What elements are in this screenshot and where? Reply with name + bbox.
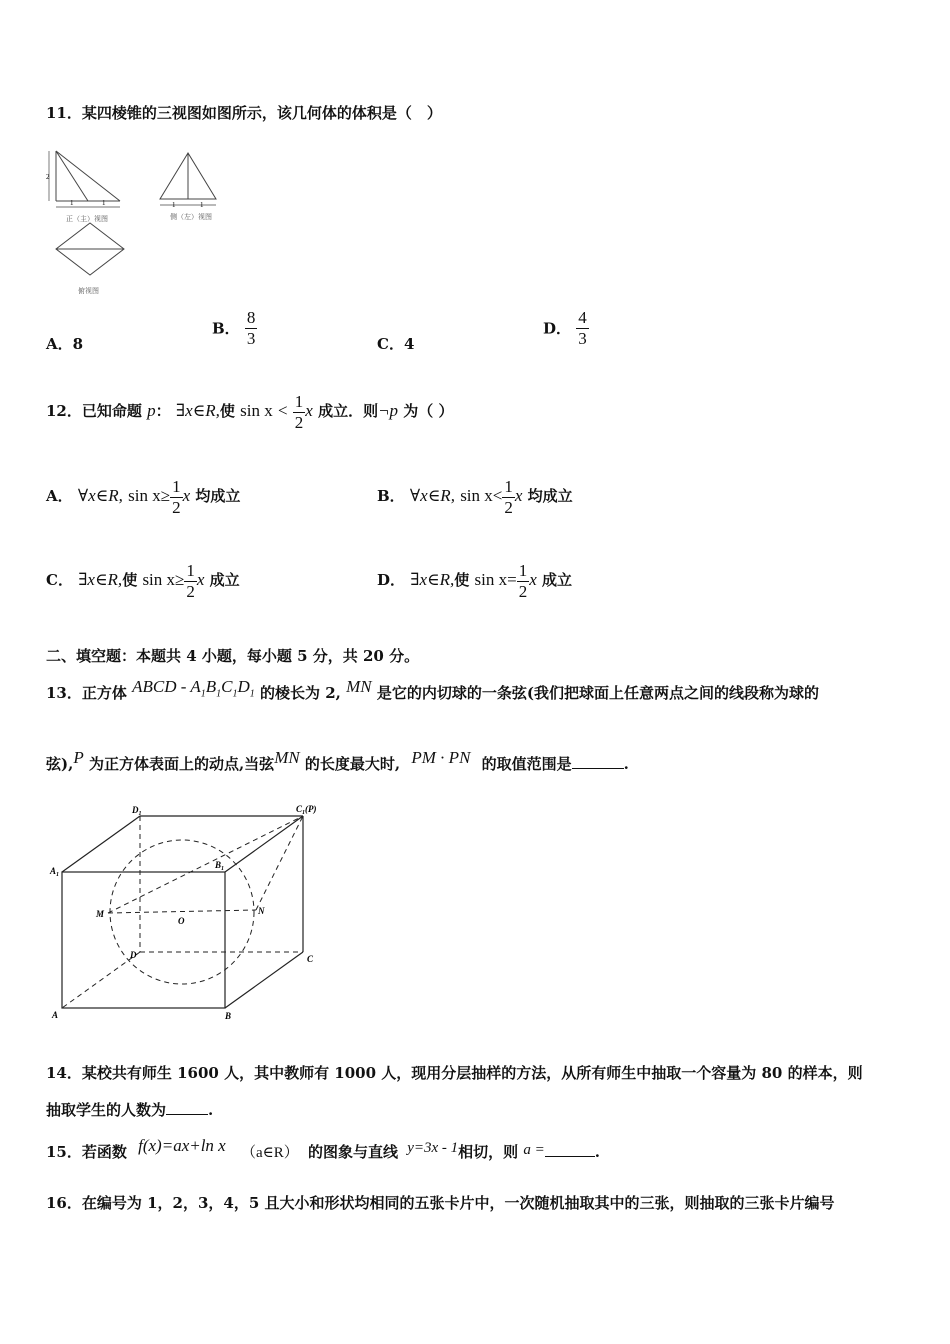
front-caption: 正（主）视图: [66, 215, 108, 223]
label-a: A: [52, 1010, 59, 1020]
front-view: [49, 151, 120, 207]
q16-line: 16．在编号为 1，2，3，4，5 且大小和形状均相同的五张卡片中，一次随机抽取其中的三张，则抽取的三张卡片编号: [46, 1194, 835, 1212]
q14-line2: 抽取学生的人数为 .: [46, 1101, 214, 1119]
q14-line1: 14．某校共有师生 1600 人，其中教师有 1000 人，现用分层抽样的方法，从所有师生中抽取一个容量为 80 的样本，则: [46, 1064, 863, 1082]
three-view-figure: [40, 145, 230, 300]
q11-option-b[interactable]: B． $\frac{8}{3}$: [212, 308, 256, 348]
q11-option-c[interactable]: C．4: [377, 335, 415, 353]
label-o: O: [178, 916, 185, 926]
q13-line1: 13．正方体 ABCD - $A_1B_1C_1D_1$ 的棱长为 2, MN 是它的内切球的一条弦(我们把球面上任意两点之间的线段称为球的: [46, 677, 819, 702]
q12-stem: 12．已知命题 p： ∃x∈R,使 sin x < $\frac{1}{2}$ x 成立．则¬p 为（ ）: [46, 392, 454, 432]
q11-option-d[interactable]: D． $\frac{4}{3}$: [543, 308, 587, 348]
top-caption: 俯视图: [78, 287, 99, 295]
label-n: N: [258, 906, 265, 916]
label-d1: $D_1$: [132, 805, 142, 817]
q12-option-a[interactable]: A． ∀x∈R, sin x≥ $\frac{1}{2}$ x 均成立: [46, 477, 241, 517]
label-b: B: [225, 1011, 232, 1021]
side-seg2-label: 1: [200, 201, 204, 209]
label-c: C: [307, 954, 314, 964]
cube-sphere-figure: [44, 798, 334, 1028]
q15-line: 15．若函数 f(x)=ax+ln x （a∈R） 的图象与直线 y=3x - 1相切，则 a = .: [46, 1136, 601, 1161]
label-b1: $B_1$: [215, 860, 225, 872]
label-c1p: $C_1(P)$: [296, 804, 317, 816]
label-d: D: [130, 950, 137, 960]
front-seg1-label: 1: [70, 199, 74, 207]
q11-option-a[interactable]: A．8: [46, 335, 84, 353]
q12-option-d[interactable]: D． ∃x∈R,使 sin x= $\frac{1}{2}$ x 成立: [377, 561, 572, 601]
q13-line2: 弦),P 为正方体表面上的动点,当弦MN 的长度最大时, PM · PN 的取值范围是 .: [46, 748, 629, 773]
label-a1: $A_1$: [50, 866, 60, 878]
q13-answer-blank[interactable]: [572, 754, 624, 769]
side-view: [160, 153, 216, 205]
q15-answer-blank[interactable]: [545, 1142, 595, 1157]
side-seg1-label: 1: [172, 201, 176, 209]
section-2-title: 二、填空题：本题共 4 小题，每小题 5 分，共 20 分。: [46, 647, 420, 665]
side-caption: 侧（左）视图: [170, 213, 212, 221]
front-height-label: 2: [46, 173, 50, 181]
top-view: [56, 223, 124, 275]
q11-stem: 11．某四棱锥的三视图如图所示，该几何体的体积是（ ）: [46, 104, 442, 122]
q12-option-b[interactable]: B． ∀x∈R, sin x< $\frac{1}{2}$ x 均成立: [377, 477, 573, 517]
q12-option-c[interactable]: C． ∃x∈R,使 sin x≥ $\frac{1}{2}$ x 成立: [46, 561, 240, 601]
label-m: M: [96, 909, 105, 919]
front-seg2-label: 1: [102, 199, 106, 207]
q14-answer-blank[interactable]: [166, 1100, 208, 1115]
